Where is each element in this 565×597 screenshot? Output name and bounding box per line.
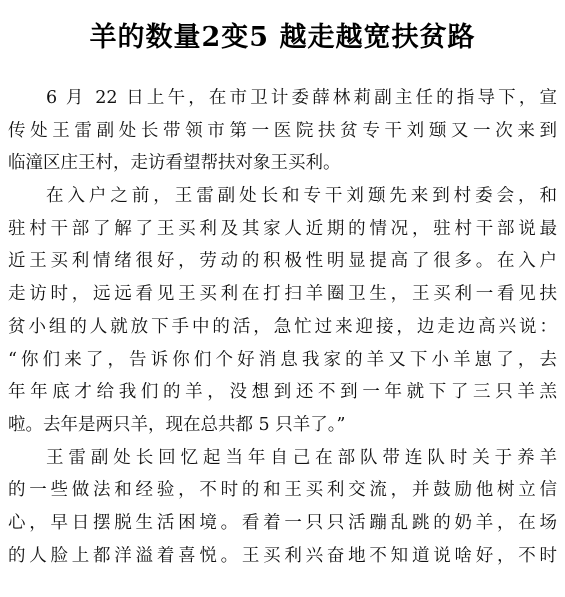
- paragraph-2-line-2: 驻村干部了解了王买利及其家人近期的情况，驻村干部说最: [8, 218, 557, 239]
- paragraph-3-line-2: 的一些做法和经验，不时的和王买利交流，并鼓励他树立信: [8, 480, 557, 501]
- paragraph-2-line-5: 贫小组的人就放下手中的活，急忙过来迎接，边走边高兴说：: [8, 316, 557, 337]
- paragraph-2-line-4: 走访时，远远看见王买利在打扫羊圈卫生，王买利一看见扶: [8, 284, 557, 305]
- article-body: [8, 82, 557, 572]
- paragraph-2-line-7: 年年底才给我们的羊，没想到还不到一年就下了三只羊羔: [8, 382, 557, 403]
- paragraph-1-line-2: 传处王雷副处长带领市第一医院扶贫专干刘颋又一次来到: [8, 120, 557, 141]
- paragraph-3-line-1: 王雷副处长回忆起当年自己在部队带连队时关于养羊: [46, 447, 557, 468]
- paragraph-2-line-1: 在入户之前，王雷副处长和专干刘颋先来到村委会，和: [46, 186, 557, 207]
- page-title: 羊的数量2变5 越走越宽扶贫路: [89, 22, 476, 53]
- paragraph-2-line-3: 近王买利情绪很好，劳动的积极性明显提高了很多。在入户: [8, 251, 557, 272]
- paragraph-1-line-3: 临潼区庄王村，走访看望帮扶对象王买利。: [8, 153, 341, 174]
- paragraph-2-line-8: 啦。去年是两只羊，现在总共都 5 只羊了。”: [8, 414, 346, 435]
- paragraph-2-line-6: “你们来了，告诉你们个好消息我家的羊又下小羊崽了，去: [8, 349, 557, 370]
- paragraph-1-line-1: 6 月 22 日上午，在市卫计委薛林莉副主任的指导下，宣: [46, 88, 557, 108]
- paragraph-3-line-4: 的人脸上都洋溢着喜悦。王买利兴奋地不知道说啥好，不时: [8, 545, 557, 566]
- paragraph-3-line-3: 心，早日摆脱生活困境。看着一只只活蹦乱跳的奶羊，在场: [8, 512, 557, 533]
